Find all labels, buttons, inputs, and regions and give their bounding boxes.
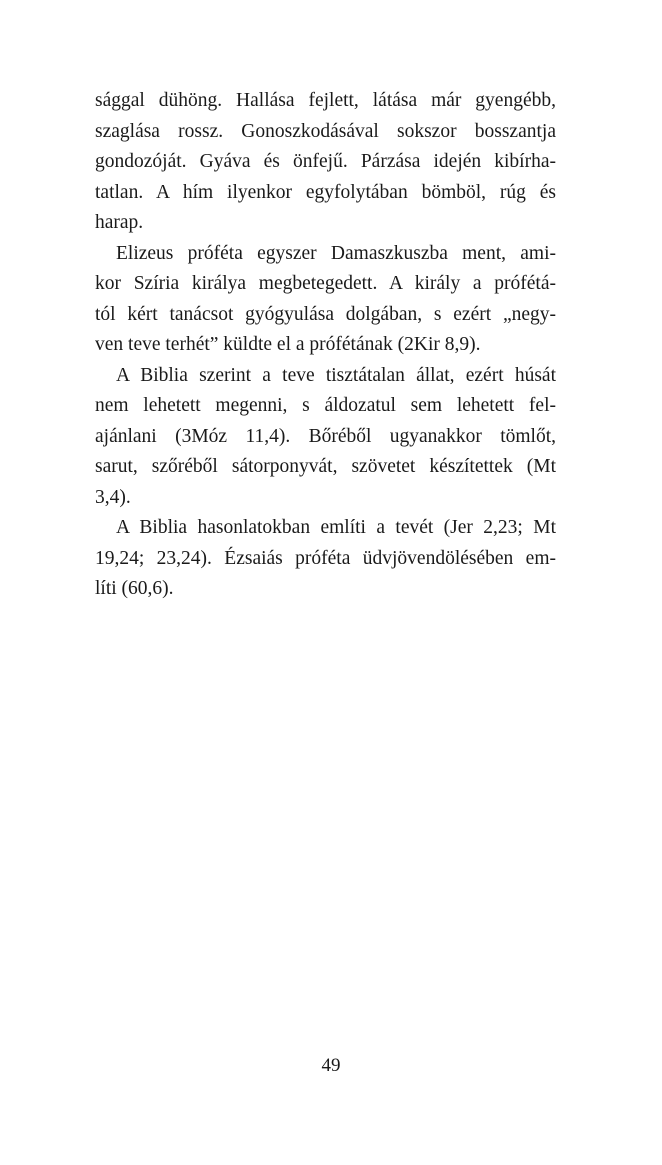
text-line: 3,4). (95, 486, 131, 508)
paragraph-4 (95, 513, 556, 605)
text-line: sággal dühöng. Hallása fejlett, látása már gyengébb, (95, 90, 556, 111)
paragraph-1 (95, 86, 556, 239)
text-line: ajánlani (3Móz 11,4). Bőréből ugyanakkor tömlőt, (95, 425, 556, 447)
paragraph-3 (95, 361, 556, 514)
text-line: kor Szíria királya megbetegedett. A király a prófétá- (95, 273, 556, 294)
paragraph-2 (95, 239, 556, 361)
text-line: 19,24; 23,24). Ézsaiás próféta üdvjövendölésében em- (95, 547, 556, 569)
text-line: líti (60,6). (95, 578, 174, 599)
text-line: nem lehetett megenni, s áldozatul sem lehetett fel- (95, 395, 556, 416)
text-line: sarut, szőréből sátorponyvát, szövetet készítettek (Mt (95, 456, 556, 477)
page-number: 49 (321, 1055, 341, 1076)
text-line: tól kért tanácsot gyógyulása dolgában, s ezért „negy- (95, 303, 556, 325)
text-line: harap. (95, 212, 144, 233)
text-line: szaglása rossz. Gonoszkodásával sokszor bosszantja (95, 120, 556, 142)
text-line: A Biblia szerint a teve tisztátalan állat, ezért húsát (116, 364, 556, 386)
text-line: gondozóját. Gyáva és önfejű. Párzása idején kibírha- (95, 151, 556, 172)
body-text (95, 86, 556, 605)
text-line: A Biblia hasonlatokban említi a tevét (Jer 2,23; Mt (116, 517, 556, 538)
text-line: Elizeus próféta egyszer Damaszkuszba ment, ami- (116, 242, 556, 264)
text-line: tatlan. A hím ilyenkor egyfolytában bömböl, rúg és (95, 181, 556, 203)
text-line: ven teve terhét” küldte el a prófétának (2Kir 8,9). (95, 334, 481, 355)
